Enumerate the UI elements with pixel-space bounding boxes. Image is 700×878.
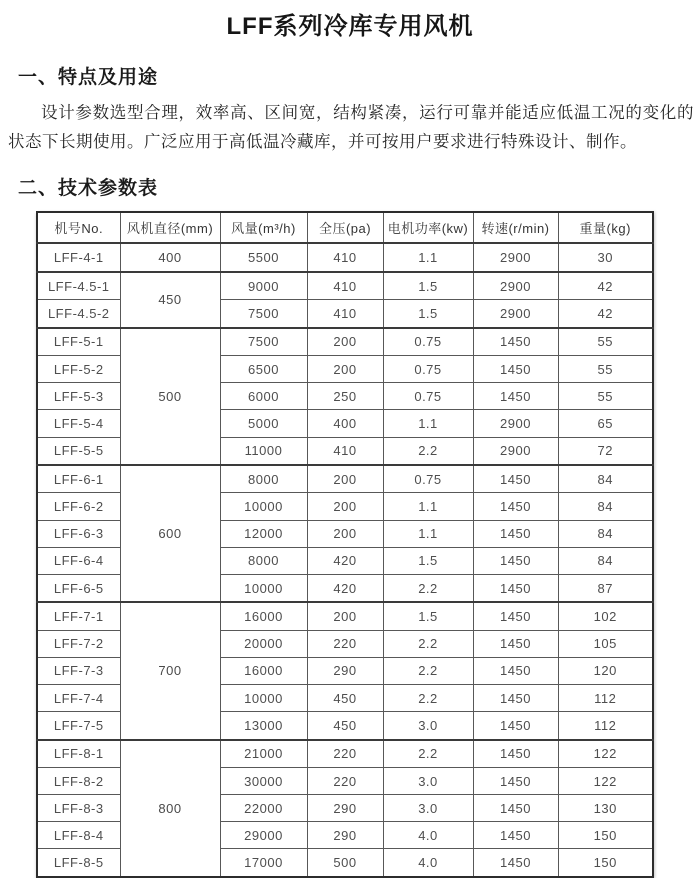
cell-speed: 2900 xyxy=(473,243,558,272)
cell-diameter: 450 xyxy=(120,272,220,328)
cell-pressure: 410 xyxy=(307,437,383,465)
cell-pressure: 450 xyxy=(307,684,383,711)
cell-weight: 65 xyxy=(558,410,653,437)
cell-model: LFF-7-5 xyxy=(37,712,120,740)
cell-pressure: 200 xyxy=(307,520,383,547)
cell-speed: 1450 xyxy=(473,684,558,711)
cell-weight: 84 xyxy=(558,520,653,547)
cell-airflow: 7500 xyxy=(220,300,307,328)
cell-model: LFF-6-1 xyxy=(37,465,120,493)
cell-pressure: 220 xyxy=(307,768,383,795)
cell-model: LFF-4.5-1 xyxy=(37,272,120,300)
cell-speed: 1450 xyxy=(473,356,558,383)
cell-speed: 1450 xyxy=(473,520,558,547)
cell-pressure: 400 xyxy=(307,410,383,437)
cell-power: 2.2 xyxy=(383,657,473,684)
cell-weight: 120 xyxy=(558,657,653,684)
cell-power: 3.0 xyxy=(383,712,473,740)
cell-model: LFF-8-4 xyxy=(37,822,120,849)
cell-pressure: 500 xyxy=(307,849,383,877)
column-header: 电机功率(kw) xyxy=(383,212,473,243)
cell-model: LFF-6-4 xyxy=(37,547,120,574)
cell-weight: 55 xyxy=(558,356,653,383)
cell-weight: 102 xyxy=(558,602,653,630)
cell-power: 1.1 xyxy=(383,243,473,272)
cell-model: LFF-8-5 xyxy=(37,849,120,877)
cell-airflow: 10000 xyxy=(220,684,307,711)
cell-model: LFF-8-3 xyxy=(37,795,120,822)
cell-pressure: 200 xyxy=(307,602,383,630)
cell-airflow: 6000 xyxy=(220,383,307,410)
cell-speed: 2900 xyxy=(473,300,558,328)
cell-airflow: 20000 xyxy=(220,630,307,657)
cell-pressure: 290 xyxy=(307,657,383,684)
column-header: 转速(r/min) xyxy=(473,212,558,243)
cell-pressure: 220 xyxy=(307,740,383,768)
cell-speed: 1450 xyxy=(473,768,558,795)
cell-speed: 1450 xyxy=(473,383,558,410)
cell-power: 4.0 xyxy=(383,849,473,877)
cell-speed: 1450 xyxy=(473,822,558,849)
cell-speed: 1450 xyxy=(473,602,558,630)
cell-weight: 112 xyxy=(558,684,653,711)
cell-power: 1.5 xyxy=(383,602,473,630)
column-header: 全压(pa) xyxy=(307,212,383,243)
cell-power: 1.1 xyxy=(383,520,473,547)
cell-pressure: 450 xyxy=(307,712,383,740)
cell-power: 2.2 xyxy=(383,574,473,602)
table-row xyxy=(37,465,653,493)
cell-weight: 105 xyxy=(558,630,653,657)
cell-weight: 122 xyxy=(558,740,653,768)
cell-model: LFF-7-3 xyxy=(37,657,120,684)
cell-model: LFF-7-4 xyxy=(37,684,120,711)
cell-speed: 1450 xyxy=(473,493,558,520)
cell-power: 1.5 xyxy=(383,547,473,574)
cell-power: 3.0 xyxy=(383,768,473,795)
cell-airflow: 17000 xyxy=(220,849,307,877)
cell-speed: 1450 xyxy=(473,795,558,822)
cell-speed: 1450 xyxy=(473,657,558,684)
cell-airflow: 30000 xyxy=(220,768,307,795)
cell-speed: 1450 xyxy=(473,328,558,356)
cell-power: 2.2 xyxy=(383,630,473,657)
cell-power: 1.1 xyxy=(383,493,473,520)
cell-airflow: 29000 xyxy=(220,822,307,849)
cell-weight: 30 xyxy=(558,243,653,272)
cell-weight: 72 xyxy=(558,437,653,465)
table-row xyxy=(37,243,653,272)
cell-speed: 1450 xyxy=(473,849,558,877)
cell-weight: 150 xyxy=(558,822,653,849)
cell-power: 2.2 xyxy=(383,740,473,768)
cell-speed: 2900 xyxy=(473,410,558,437)
table-container xyxy=(36,211,652,878)
cell-power: 0.75 xyxy=(383,465,473,493)
cell-weight: 42 xyxy=(558,300,653,328)
cell-airflow: 5000 xyxy=(220,410,307,437)
cell-airflow: 9000 xyxy=(220,272,307,300)
cell-speed: 1450 xyxy=(473,740,558,768)
cell-pressure: 420 xyxy=(307,547,383,574)
cell-speed: 2900 xyxy=(473,272,558,300)
section-features-heading: 一、特点及用途 xyxy=(18,67,159,88)
cell-pressure: 220 xyxy=(307,630,383,657)
column-header: 机号No. xyxy=(37,212,120,243)
cell-pressure: 290 xyxy=(307,822,383,849)
cell-weight: 42 xyxy=(558,272,653,300)
cell-model: LFF-7-2 xyxy=(37,630,120,657)
cell-diameter: 700 xyxy=(120,602,220,739)
page-title: LFF系列冷库专用风机 xyxy=(226,13,474,40)
cell-pressure: 200 xyxy=(307,465,383,493)
parameters-table xyxy=(36,211,654,878)
cell-weight: 84 xyxy=(558,547,653,574)
cell-airflow: 16000 xyxy=(220,657,307,684)
section-params-heading: 二、技术参数表 xyxy=(18,178,159,199)
cell-power: 3.0 xyxy=(383,795,473,822)
cell-pressure: 290 xyxy=(307,795,383,822)
cell-weight: 112 xyxy=(558,712,653,740)
document-page xyxy=(0,6,700,871)
cell-diameter: 800 xyxy=(120,740,220,877)
cell-power: 4.0 xyxy=(383,822,473,849)
cell-model: LFF-6-5 xyxy=(37,574,120,602)
section-features-body: 设计参数选型合理，效率高、区间宽，结构紧凑，运行可靠并能适应低温工况的变化的状态下长期使用。广泛应用于高低温冷藏库，并可按用户要求进行特殊设计、制作。 xyxy=(8,103,694,151)
cell-speed: 1450 xyxy=(473,712,558,740)
cell-power: 0.75 xyxy=(383,383,473,410)
column-header: 重量(kg) xyxy=(558,212,653,243)
cell-model: LFF-6-3 xyxy=(37,520,120,547)
cell-airflow: 7500 xyxy=(220,328,307,356)
cell-model: LFF-5-2 xyxy=(37,356,120,383)
cell-airflow: 8000 xyxy=(220,465,307,493)
cell-model: LFF-8-1 xyxy=(37,740,120,768)
cell-airflow: 10000 xyxy=(220,574,307,602)
cell-diameter: 400 xyxy=(120,243,220,272)
header-row xyxy=(37,212,653,243)
cell-diameter: 500 xyxy=(120,328,220,465)
cell-power: 1.5 xyxy=(383,272,473,300)
cell-speed: 1450 xyxy=(473,547,558,574)
cell-airflow: 12000 xyxy=(220,520,307,547)
cell-airflow: 10000 xyxy=(220,493,307,520)
cell-weight: 122 xyxy=(558,768,653,795)
table-row xyxy=(37,602,653,630)
cell-weight: 84 xyxy=(558,493,653,520)
cell-airflow: 11000 xyxy=(220,437,307,465)
cell-weight: 84 xyxy=(558,465,653,493)
cell-power: 2.2 xyxy=(383,437,473,465)
cell-pressure: 420 xyxy=(307,574,383,602)
cell-power: 1.1 xyxy=(383,410,473,437)
cell-airflow: 21000 xyxy=(220,740,307,768)
cell-weight: 87 xyxy=(558,574,653,602)
cell-speed: 2900 xyxy=(473,437,558,465)
cell-weight: 150 xyxy=(558,849,653,877)
cell-airflow: 13000 xyxy=(220,712,307,740)
cell-weight: 55 xyxy=(558,383,653,410)
cell-model: LFF-8-2 xyxy=(37,768,120,795)
cell-pressure: 250 xyxy=(307,383,383,410)
cell-pressure: 200 xyxy=(307,493,383,520)
cell-speed: 1450 xyxy=(473,465,558,493)
table-body xyxy=(37,243,653,877)
cell-airflow: 5500 xyxy=(220,243,307,272)
cell-speed: 1450 xyxy=(473,630,558,657)
cell-diameter: 600 xyxy=(120,465,220,602)
table-row xyxy=(37,328,653,356)
cell-power: 2.2 xyxy=(383,684,473,711)
cell-power: 0.75 xyxy=(383,356,473,383)
cell-model: LFF-5-4 xyxy=(37,410,120,437)
column-header: 风量(m³/h) xyxy=(220,212,307,243)
table-row xyxy=(37,272,653,300)
cell-model: LFF-5-5 xyxy=(37,437,120,465)
cell-power: 0.75 xyxy=(383,328,473,356)
cell-speed: 1450 xyxy=(473,574,558,602)
cell-airflow: 16000 xyxy=(220,602,307,630)
cell-pressure: 200 xyxy=(307,356,383,383)
table-row xyxy=(37,740,653,768)
cell-model: LFF-6-2 xyxy=(37,493,120,520)
cell-airflow: 22000 xyxy=(220,795,307,822)
cell-airflow: 8000 xyxy=(220,547,307,574)
cell-pressure: 200 xyxy=(307,328,383,356)
cell-pressure: 410 xyxy=(307,243,383,272)
cell-pressure: 410 xyxy=(307,300,383,328)
cell-model: LFF-5-3 xyxy=(37,383,120,410)
cell-power: 1.5 xyxy=(383,300,473,328)
cell-pressure: 410 xyxy=(307,272,383,300)
cell-model: LFF-4-1 xyxy=(37,243,120,272)
column-header: 风机直径(mm) xyxy=(120,212,220,243)
cell-weight: 130 xyxy=(558,795,653,822)
cell-model: LFF-7-1 xyxy=(37,602,120,630)
cell-weight: 55 xyxy=(558,328,653,356)
cell-airflow: 6500 xyxy=(220,356,307,383)
cell-model: LFF-5-1 xyxy=(37,328,120,356)
cell-model: LFF-4.5-2 xyxy=(37,300,120,328)
